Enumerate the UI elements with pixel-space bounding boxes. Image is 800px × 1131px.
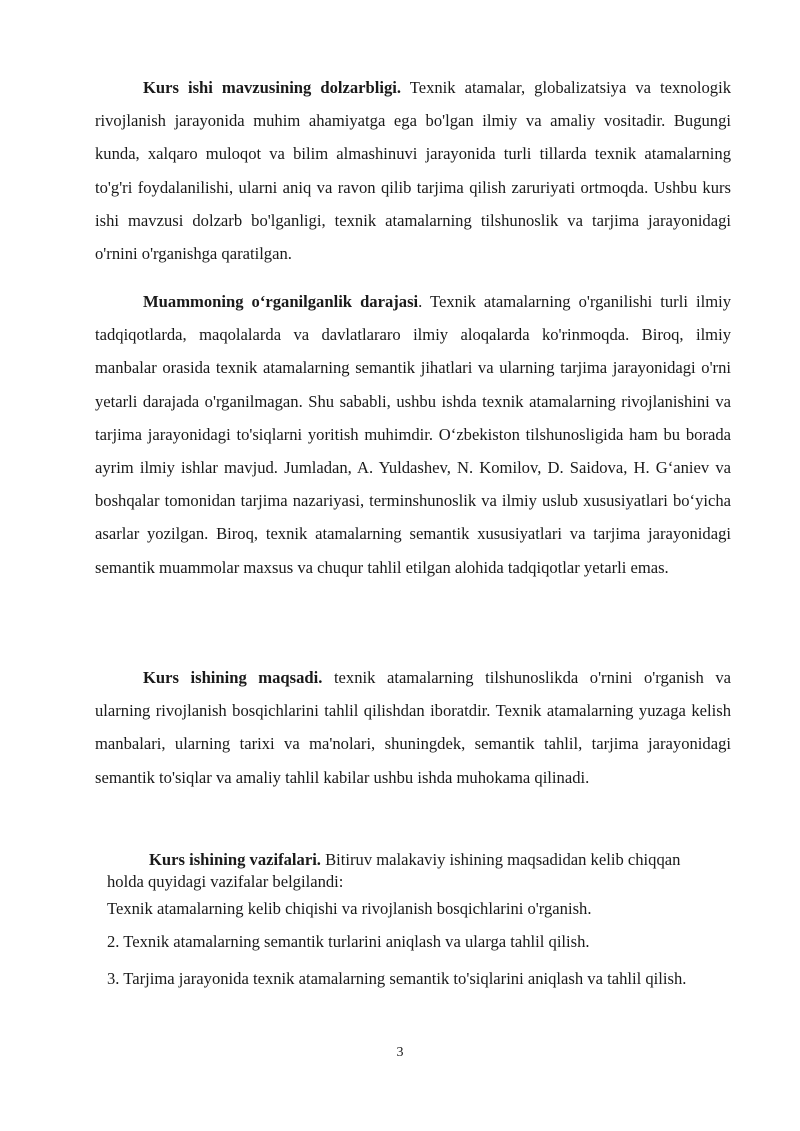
page-number: 3 [396, 1045, 404, 1060]
tasks-intro-paragraph [107, 849, 713, 893]
relevance-paragraph [95, 71, 731, 270]
goal-text: texnik atamalarning tilshunoslikda o'rnini o'rganish va ularning rivojlanish bosqichlarini tahlil qilishdan iboratdir. Texnik atamalarning yuzaga kelish manbalari, ularning tarixi va ma'nolari, shuningdek, semantik tahlil, tarjima jarayonidagi semantik to'siqlar va amaliy tahlil kabilar ushbu ishda muhokama qilinadi. [95, 668, 731, 787]
research-degree-paragraph [95, 285, 731, 584]
task-item: Texnik atamalarning kelib chiqishi va rivojlanish bosqichlarini o'rganish. [107, 899, 592, 918]
research-degree-text: . Texnik atamalarning o'rganilishi turli ilmiy tadqiqotlarda, maqolalarda va davlatlararo ilmiy aloqalarda ko'rinmoqda. Biroq, ilmiy manbalar orasida texnik atamalarning semantik jihatlari va ularning tarjima jarayonidagi o'rni yetarli darajada o'rganilmagan. Shu sababli, ushbu ishda texnik atamalarning rivojlanishini va tarjima jarayonidagi to'siqlarni yoritish muhimdir. Oʻzbekiston tilshunosligida ham bu borada ayrim ilmiy ishlar mavjud. Jumladan, A. Yuldashev, N. Komilov, D. Saidova, H. Gʻaniev va boshqalar tomonidan tarjima nazariyasi, terminshunoslik va ilmiy uslub xususiyatlari boʻyicha asarlar yozilgan. Biroq, texnik atamalarning semantik xususiyatlari va tarjima jarayonidagi semantik muammolar maxsus va chuqur tahlil etilgan alohida tadqiqotlar yetarli emas. [95, 292, 732, 577]
tasks-heading: Kurs ishining vazifalari. [149, 850, 321, 869]
task-item: 3. Tarjima jarayonida texnik atamalarning semantik to'siqlarini aniqlash va tahlil qilish. [107, 969, 687, 988]
task-item: 2. Texnik atamalarning semantik turlarini aniqlash va ularga tahlil qilish. [107, 932, 590, 951]
tasks-intro-text: Bitiruv malakaviy ishining maqsadidan kelib chiqqan holda quyidagi vazifalar belgilandi: [107, 850, 681, 891]
goal-heading: Kurs ishining maqsadi. [143, 668, 323, 687]
relevance-text: Texnik atamalar, globalizatsiya va texnologik rivojlanish jarayonida muhim ahamiyatga ega bo'lgan ilmiy va amaliy vositadir. Bugungi kunda, xalqaro muloqot va bilim almashinuvi jarayonida turli tillarda texnik atamalarning to'g'ri foydalanilishi, ularni aniq va ravon qilib tarjima qilish zaruriyati ortmoqda. Ushbu kurs ishi mavzusi dolzarb bo'lganligi, texnik atamalarning tilshunoslik va tarjima jarayonidagi o'rnini o'rganishga qaratilgan. [95, 78, 732, 264]
goal-paragraph [95, 661, 731, 794]
research-degree-heading: Muammoning oʻrganilganlik darajasi [143, 292, 419, 311]
relevance-heading: Kurs ishi mavzusining dolzarbligi. [143, 78, 402, 97]
